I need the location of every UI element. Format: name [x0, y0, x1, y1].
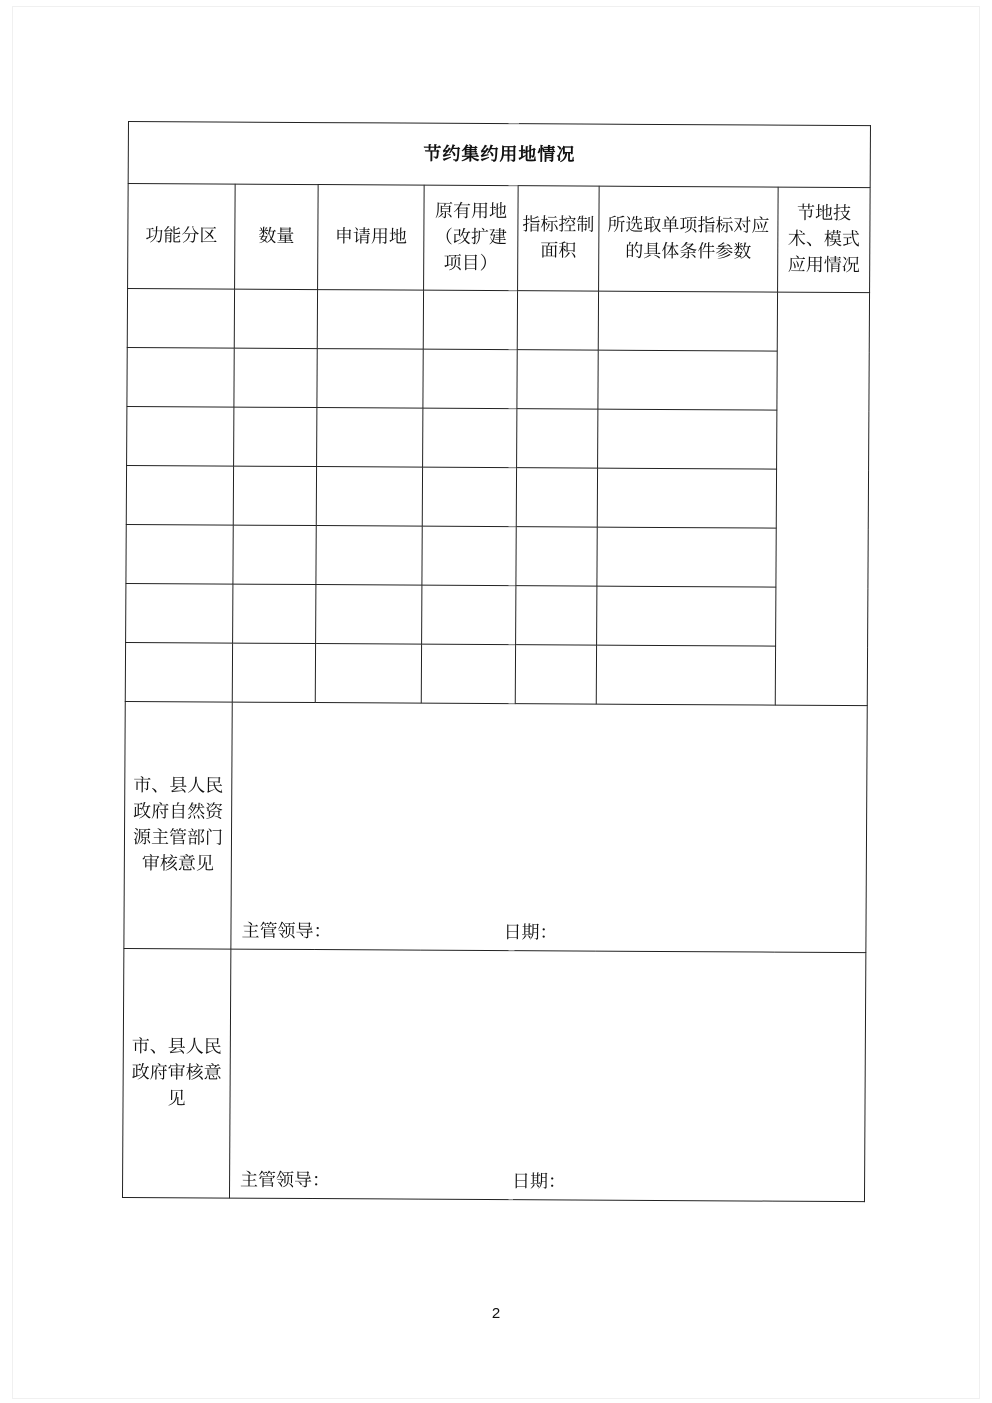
header-applied-land: 申请用地 — [318, 185, 425, 291]
control-area-cell[interactable] — [517, 409, 598, 468]
applied-land-cell[interactable] — [316, 526, 422, 586]
column-header-row — [128, 184, 871, 293]
natural-resources-signature-line — [241, 919, 855, 948]
supervisor-label: 主管领导： — [240, 1169, 331, 1192]
header-functional-zone: 功能分区 — [128, 184, 236, 290]
original-land-cell[interactable] — [422, 526, 516, 586]
condition-parameters-cell[interactable] — [596, 645, 775, 705]
zone-cell[interactable] — [126, 524, 233, 584]
table-row — [126, 524, 868, 587]
applied-land-cell[interactable] — [317, 349, 423, 409]
table-row — [127, 347, 869, 410]
control-area-cell[interactable] — [516, 468, 597, 527]
condition-parameters-cell[interactable] — [598, 409, 777, 469]
applied-land-cell[interactable] — [317, 290, 423, 350]
applied-land-cell[interactable] — [315, 644, 421, 704]
natural-resources-review-row — [124, 701, 867, 952]
supervisor-label: 主管领导： — [241, 920, 332, 943]
quantity-cell[interactable] — [233, 525, 316, 584]
header-control-area: 指标控制面积 — [518, 186, 600, 291]
original-land-cell[interactable] — [422, 467, 516, 527]
land-use-form-table — [122, 121, 871, 1202]
condition-parameters-cell[interactable] — [598, 350, 777, 410]
original-land-cell[interactable] — [423, 349, 517, 409]
zone-cell[interactable] — [126, 583, 233, 643]
zone-cell[interactable] — [127, 406, 234, 466]
form-title: 节约集约用地情况 — [128, 122, 870, 188]
land-saving-technology-cell[interactable] — [775, 292, 869, 706]
table-row — [126, 583, 868, 646]
control-area-cell[interactable] — [517, 350, 598, 409]
header-original-land: 原有用地（改扩建项目） — [424, 185, 519, 291]
natural-resources-review-opinion[interactable] — [231, 702, 867, 953]
quantity-cell[interactable] — [232, 643, 315, 702]
zone-cell[interactable] — [127, 289, 234, 349]
table-row — [127, 406, 869, 469]
quantity-cell[interactable] — [233, 584, 316, 643]
government-review-label: 市、县人民政府审核意见 — [122, 948, 230, 1198]
original-land-cell[interactable] — [421, 644, 515, 704]
page-number: 2 — [491, 1305, 501, 1322]
table-row — [126, 465, 868, 528]
quantity-cell[interactable] — [234, 348, 317, 407]
natural-resources-review-label: 市、县人民政府自然资源主管部门审核意见 — [124, 701, 232, 949]
condition-parameters-cell[interactable] — [597, 586, 776, 646]
quantity-cell[interactable] — [234, 289, 317, 348]
original-land-cell[interactable] — [423, 290, 517, 350]
condition-parameters-cell[interactable] — [597, 468, 776, 528]
zone-cell[interactable] — [125, 642, 232, 702]
header-condition-parameters: 所选取单项指标对应的具体条件参数 — [599, 186, 779, 292]
zone-cell[interactable] — [126, 465, 233, 525]
government-review-row — [122, 948, 865, 1201]
control-area-cell[interactable] — [516, 527, 597, 586]
original-land-cell[interactable] — [423, 408, 517, 468]
control-area-cell[interactable] — [517, 291, 598, 350]
control-area-cell[interactable] — [516, 586, 597, 645]
quantity-cell[interactable] — [233, 466, 316, 525]
date-label: 日期： — [512, 1171, 567, 1193]
applied-land-cell[interactable] — [317, 408, 423, 468]
applied-land-cell[interactable] — [316, 585, 422, 645]
zone-cell[interactable] — [127, 347, 234, 407]
condition-parameters-cell[interactable] — [597, 527, 776, 587]
original-land-cell[interactable] — [422, 585, 516, 645]
table-row — [125, 642, 867, 705]
government-review-opinion[interactable] — [229, 949, 865, 1202]
condition-parameters-cell[interactable] — [598, 291, 777, 351]
date-label: 日期： — [503, 922, 558, 944]
government-signature-line — [240, 1168, 854, 1197]
header-land-saving-technology: 节地技术、模式应用情况 — [778, 187, 871, 293]
control-area-cell[interactable] — [515, 645, 596, 704]
quantity-cell[interactable] — [234, 407, 317, 466]
header-quantity: 数量 — [235, 184, 319, 289]
applied-land-cell[interactable] — [316, 467, 422, 527]
table-row — [127, 289, 869, 352]
